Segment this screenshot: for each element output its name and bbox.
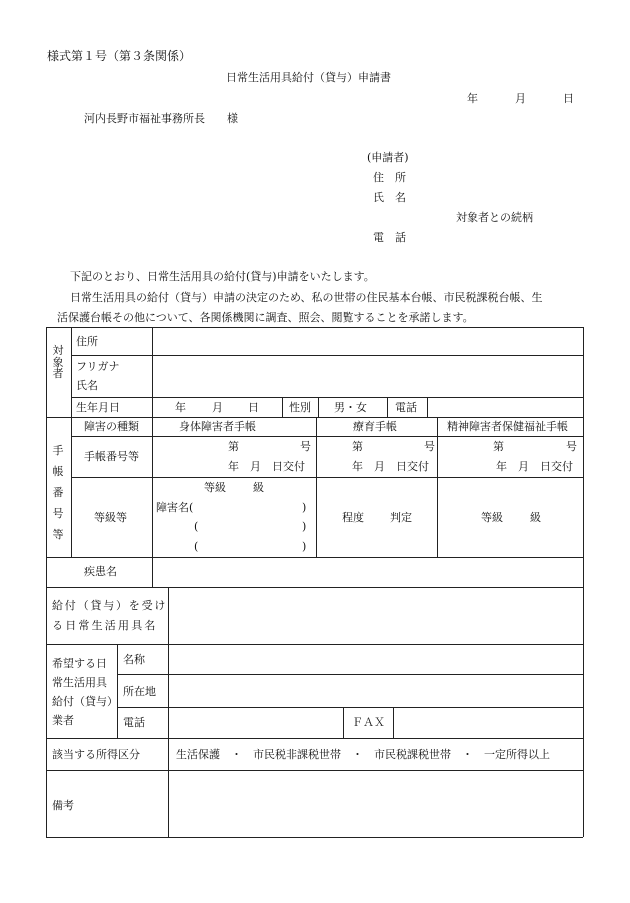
subject-label: 対象者 — [52, 344, 64, 381]
disability-name-label: 障害名( — [156, 501, 194, 514]
gender-value: 男・女 — [334, 401, 367, 414]
paren-open-3: ( — [194, 540, 199, 553]
physical-tokyu: 等級 — [204, 481, 226, 494]
physical-kyu: 級 — [253, 481, 264, 494]
date-month: 月 — [515, 92, 526, 105]
physical-go: 号 — [300, 440, 311, 453]
vendor-label-line4: 業者 — [52, 714, 74, 727]
vendor-label-line2: 常生活用具 — [52, 676, 107, 689]
fax-label: ＦＡＸ — [352, 716, 385, 729]
applicant-name-label: 氏 名 — [373, 191, 406, 204]
ryoiku-techo-header: 療育手帳 — [353, 420, 397, 433]
mental-techo-header: 精神障害者保健福祉手帳 — [447, 420, 568, 433]
ryoiku-judgment: 判定 — [390, 511, 412, 524]
name-label: 氏名 — [76, 379, 98, 392]
income-label: 該当する所得区分 — [52, 748, 140, 761]
techo-label: 手帳番号等 — [52, 444, 64, 541]
paren-close-2: ) — [302, 520, 307, 533]
ryoiku-issue-date: 年 月 日交付 — [352, 460, 429, 473]
paren-close-1: ) — [302, 501, 307, 514]
ryoiku-go: 号 — [424, 440, 435, 453]
address-label: 住所 — [76, 335, 98, 348]
vendor-name-label: 名称 — [123, 653, 145, 666]
body-para1: 下記のとおり、日常生活用具の給付(貸与)申請をいたします。 — [70, 270, 375, 283]
grade-label: 等級等 — [94, 511, 127, 524]
birthdate-label: 生年月日 — [76, 401, 120, 414]
mental-go: 号 — [566, 440, 577, 453]
physical-techo-header: 身体障害者手帳 — [179, 420, 256, 433]
ryoiku-dai: 第 — [352, 440, 363, 453]
body-para2-line2: 活保護台帳その他について、各関係機関に調査、照会、閲覧することを承諾します。 — [57, 311, 474, 324]
disability-type-label: 障害の種類 — [84, 420, 139, 433]
form-title: 日常生活用具給付（貸与）申請書 — [226, 71, 391, 84]
gender-label: 性別 — [289, 401, 311, 414]
ryoiku-degree: 程度 — [342, 511, 364, 524]
birth-month: 月 — [212, 401, 223, 414]
equipment-label-line2: る日常生活用具名 — [52, 619, 158, 632]
date-day: 日 — [563, 92, 574, 105]
applicant-relation-label: 対象者との続柄 — [456, 211, 533, 224]
birth-day: 日 — [248, 401, 259, 414]
income-options: 生活保護 ・ 市民税非課税世帯 ・ 市民税課税世帯 ・ 一定所得以上 — [176, 748, 550, 761]
mental-dai: 第 — [493, 440, 504, 453]
techo-number-label: 手帳番号等 — [84, 450, 139, 463]
phone-label: 電話 — [395, 401, 417, 414]
addressee: 河内長野市福祉事務所長 様 — [84, 112, 238, 125]
vendor-label-line1: 希望する日 — [52, 657, 107, 670]
equipment-label-line1: 給付（貸与）を受け — [52, 599, 168, 612]
form-number: 様式第１号（第３条関係） — [47, 49, 192, 63]
birth-year: 年 — [175, 401, 186, 414]
vendor-location-label: 所在地 — [123, 685, 156, 698]
physical-dai: 第 — [228, 440, 239, 453]
vendor-phone-label: 電話 — [123, 716, 145, 729]
furigana-label: フリガナ — [76, 360, 120, 373]
date-year: 年 — [467, 92, 478, 105]
vendor-label-line3: 給付（貸与） — [52, 695, 118, 708]
applicant-heading: (申請者) — [367, 151, 409, 164]
body-para2-line1: 日常生活用具の給付（貸与）申請の決定のため、私の世帯の住民基本台帳、市民税課税台帳、生 — [70, 291, 543, 304]
disease-label: 疾患名 — [84, 565, 117, 578]
physical-issue-date: 年 月 日交付 — [228, 460, 305, 473]
mental-issue-date: 年 月 日交付 — [496, 460, 573, 473]
applicant-address-label: 住 所 — [373, 171, 406, 184]
mental-tokyu: 等級 — [481, 511, 503, 524]
paren-open-2: ( — [194, 520, 199, 533]
mental-kyu: 級 — [530, 511, 541, 524]
remarks-label: 備考 — [52, 799, 74, 812]
applicant-phone-label: 電 話 — [373, 231, 406, 244]
paren-close-3: ) — [302, 540, 307, 553]
